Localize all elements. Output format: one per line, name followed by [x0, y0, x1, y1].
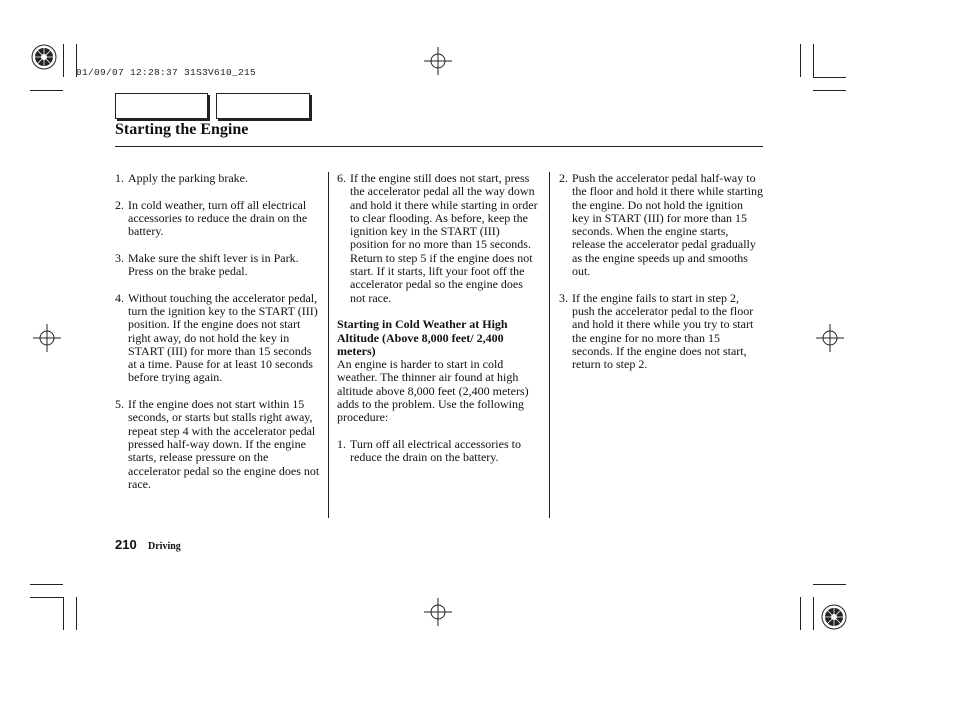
- list-item: 3. Make sure the shift lever is in Park. Press on the brake pedal.: [115, 250, 299, 279]
- crosshair-icon: [816, 324, 844, 352]
- column-3: [559, 172, 763, 385]
- crosshair-icon: [424, 47, 452, 75]
- crosshair-icon: [33, 324, 61, 352]
- list-item: 5. If the engine does not start within 15 seconds, or starts but stalls right away, repeat step 4 with the accelerator pedal pressed half-way down. If the engine starts, release pressure on the accelerator pedal so the engine does not race.: [115, 397, 320, 491]
- column-1: [115, 172, 321, 504]
- registration-target-icon: [820, 603, 848, 631]
- column-divider: [328, 172, 329, 518]
- column-divider: [549, 172, 550, 518]
- page-title: Starting the Engine: [115, 121, 249, 138]
- header-tab-box: [216, 93, 310, 119]
- header-tab-box: [115, 93, 208, 119]
- section-name: Driving: [148, 541, 181, 552]
- column-2: [337, 172, 540, 478]
- list-item: 4. Without touching the accelerator pedal, turn the ignition key to the START (III) position. If the engine does not start right away, do not hold the key in START (III) for more than 15 seconds at a time. Pause for at least 10 seconds before trying again.: [115, 290, 318, 385]
- subheading: Starting in Cold Weather at High Altitude (Above 8,000 feet/ 2,400 meters): [337, 317, 508, 358]
- list-item: 2. Push the accelerator pedal half-way to the floor and hold it there while starting the engine. Do not hold the ignition key in START (III) for more than 15 seconds. When the engine starts, release the accelerator pedal gradually as the engine speeds up and smooths out.: [559, 171, 763, 279]
- page-number: 210: [115, 537, 137, 552]
- registration-target-icon: [30, 43, 58, 71]
- paragraph: An engine is harder to start in cold weather. The thinner air found at high altitude above 8,000 feet (2,400 meters) adds to the problem. Use the following procedure:: [337, 357, 529, 425]
- list-item: 1. Turn off all electrical accessories to reduce the drain on the battery.: [337, 436, 521, 465]
- crosshair-icon: [424, 598, 452, 626]
- print-stamp: 01/09/07 12:28:37 31S3V610_215: [76, 67, 257, 78]
- list-item: 2. In cold weather, turn off all electrical accessories to reduce the drain on the battery.: [115, 197, 308, 239]
- title-rule: [115, 146, 763, 147]
- list-item: 6. If the engine still does not start, press the accelerator pedal all the way down and hold it there while starting in order to clear flooding. As before, keep the ignition key in the START (III) position for no more than 15 seconds. Return to step 5 if the engine does not start. If it starts, lift your foot off the accelerator pedal so the engine does not race.: [337, 171, 538, 305]
- list-item: 3. If the engine fails to start in step 2, push the accelerator pedal to the floor and hold it there while you try to start the engine for no more than 15 seconds. If the engine does not start, return to step 2.: [559, 290, 754, 372]
- list-item: 1. Apply the parking brake.: [115, 171, 248, 185]
